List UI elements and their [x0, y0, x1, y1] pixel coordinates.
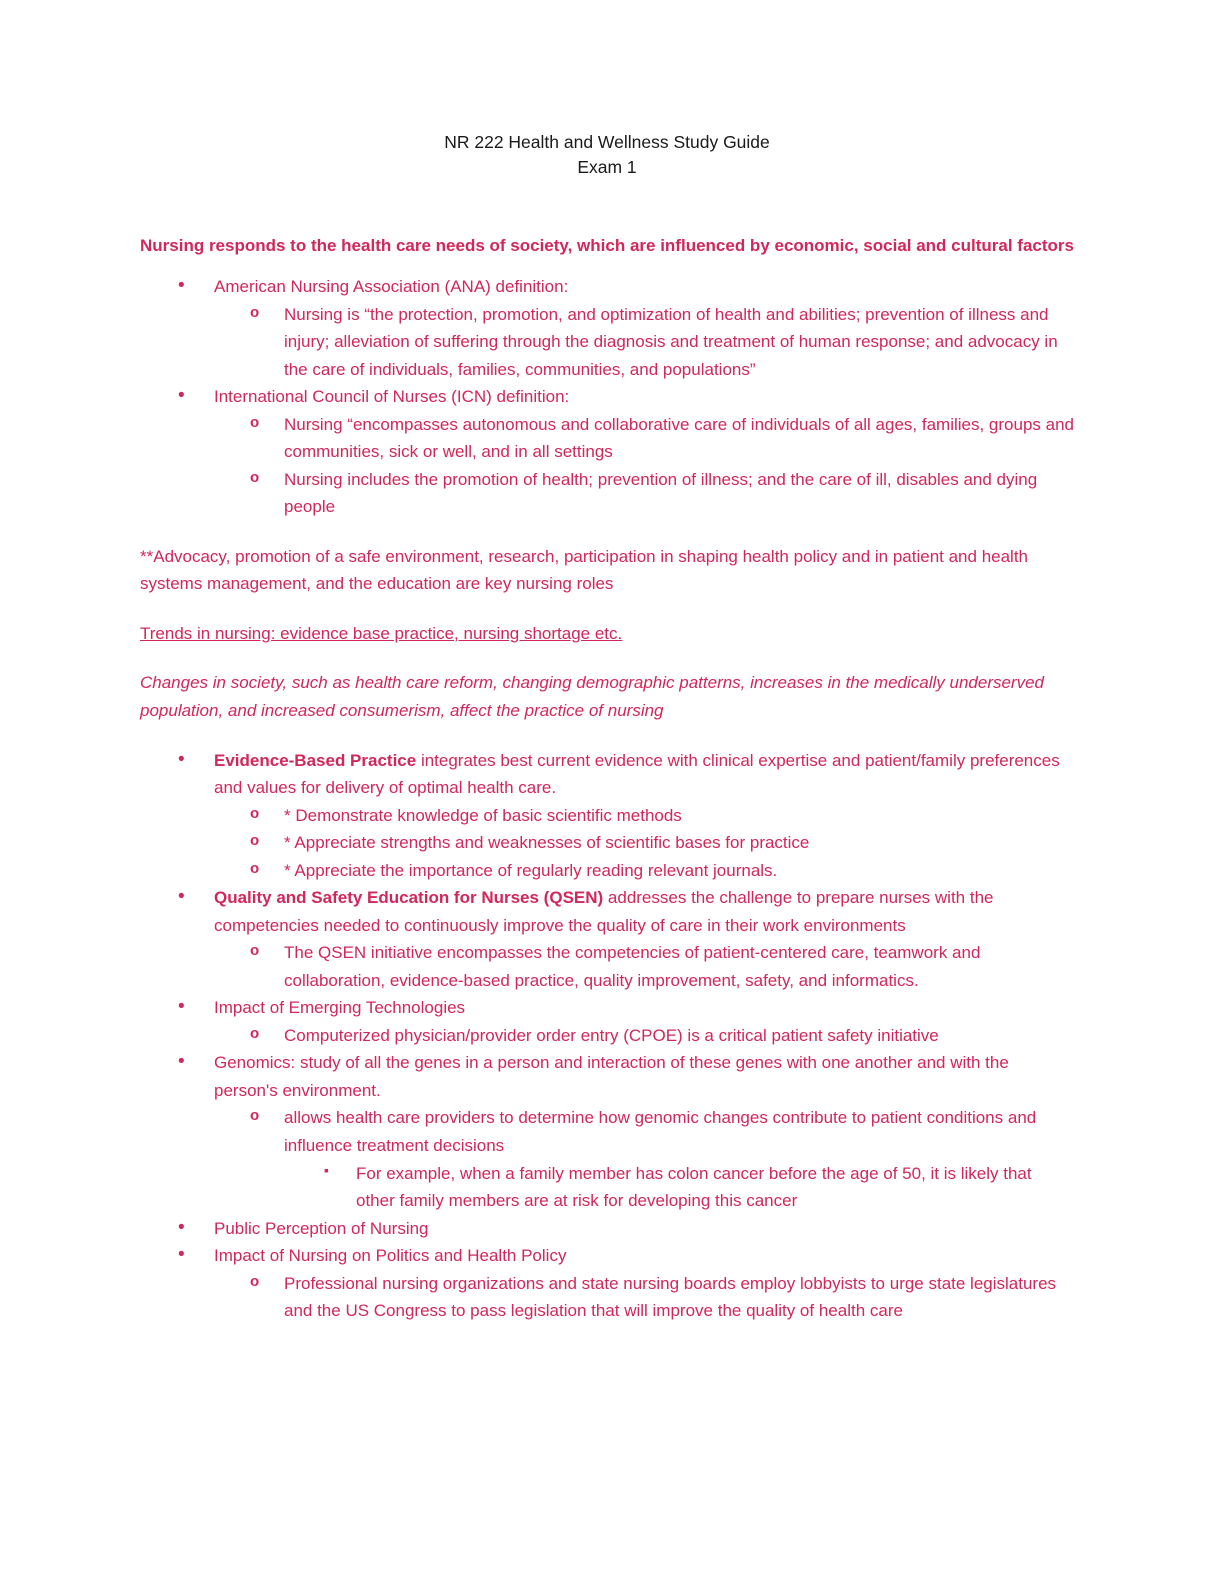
- list-item: [284, 1160, 1074, 1215]
- list-item-bold-lead: Quality and Safety Education for Nurses (QSEN): [214, 888, 604, 908]
- list-item: [140, 383, 1074, 521]
- list-item-label: Public Perception of Nursing: [214, 1218, 429, 1238]
- list-item-label: Genomics: study of all the genes in a person and interaction of these genes with one another and with the person's environment.: [214, 1053, 1009, 1100]
- sub-list: [214, 1270, 1074, 1325]
- list-item-label: For example, when a family member has colon cancer before the age of 50, it is likely that other family members are at risk for developing this cancer: [356, 1163, 1032, 1211]
- list-item-label: Impact of Nursing on Politics and Health Policy: [214, 1246, 567, 1266]
- list-item-label: Impact of Emerging Technologies: [214, 998, 466, 1018]
- list-item-label: addresses the challenge to prepare nurses with the competencies needed to continuously improve the quality of care in their work environments: [214, 888, 994, 935]
- list-item: [214, 857, 1074, 885]
- list-item-label: allows health care providers to determine how genomic changes contribute to patient conditions and influence treatment decisions: [284, 1108, 1037, 1155]
- list-item-label: International Council of Nurses (ICN) definition:: [214, 387, 570, 407]
- sub-list: [214, 939, 1074, 994]
- list-item-label: Nursing includes the promotion of health; prevention of illness; and the care of ill, disables and dying people: [284, 469, 1038, 517]
- list-item: [140, 884, 1074, 994]
- list-item-label: American Nursing Association (ANA) definition:: [214, 277, 569, 297]
- sub-list: [214, 411, 1074, 521]
- list-item-label: Computerized physician/provider order entry (CPOE) is a critical patient safety initiative: [284, 1025, 939, 1045]
- list-item: [140, 994, 1074, 1049]
- list-item-label: * Appreciate the importance of regularly reading relevant journals.: [284, 860, 778, 880]
- list-item-label: Nursing is “the protection, promotion, and optimization of health and abilities; prevention of illness and injury; alleviation of suffering through the diagnosis and treatment of human response; and advocacy in the care of individuals, families, communities, and populations”: [284, 304, 1058, 379]
- document-title-line-2: Exam 1: [577, 157, 637, 178]
- changes-in-society-paragraph: Changes in society, such as health care reform, changing demographic patterns, increases in the medically underserved population, and increased consumerism, affect the practice of nursing: [140, 673, 1045, 720]
- sub-list: [214, 1104, 1074, 1214]
- sub-list: [214, 301, 1074, 384]
- list-item: [140, 273, 1074, 383]
- list-item: [140, 747, 1074, 885]
- list-item: [214, 829, 1074, 857]
- list-item: [140, 1242, 1074, 1325]
- list-item: [140, 1215, 1074, 1243]
- list-item: [214, 411, 1074, 466]
- list-item: [214, 939, 1074, 994]
- list-item-label: * Appreciate strengths and weaknesses of scientific bases for practice: [284, 833, 810, 853]
- list-item: [214, 1270, 1074, 1325]
- list-item-bold-lead: Evidence-Based Practice: [214, 750, 417, 770]
- advocacy-note: **Advocacy, promotion of a safe environment, research, participation in shaping health policy and in patient and health systems management, and the education are key nursing roles: [140, 546, 1029, 594]
- definitions-list: [140, 273, 1074, 521]
- trends-heading: Trends in nursing: evidence base practice, nursing shortage etc.: [140, 623, 623, 643]
- list-item-label: Professional nursing organizations and state nursing boards employ lobbyists to urge state legislatures and the US Congress to pass legislation that will improve the quality of health care: [284, 1273, 1057, 1321]
- sub-list: [214, 802, 1074, 885]
- document-title-line-1: NR 222 Health and Wellness Study Guide: [444, 132, 770, 152]
- list-item-label: The QSEN initiative encompasses the competencies of patient-centered care, teamwork and collaboration, evidence-based practice, quality improvement, safety, and informatics.: [284, 943, 981, 990]
- list-item: [214, 1022, 1074, 1050]
- list-item: [214, 301, 1074, 384]
- section-heading-nursing-responds: Nursing responds to the health care needs of society, which are influenced by economic, social and cultural factors: [140, 235, 1074, 255]
- trends-list: [140, 747, 1074, 1325]
- list-item: [214, 466, 1074, 521]
- list-item-label: Nursing “encompasses autonomous and collaborative care of individuals of all ages, families, groups and communities, sick or well, and in all settings: [284, 414, 1074, 462]
- page-title: [140, 130, 1074, 181]
- list-item-label: integrates best current evidence with clinical expertise and patient/family preferences and values for delivery of optimal health care.: [214, 750, 1060, 798]
- list-item: [140, 1049, 1074, 1214]
- list-item-label: * Demonstrate knowledge of basic scientific methods: [284, 805, 682, 825]
- list-item: [214, 802, 1074, 830]
- sub-sub-list: [284, 1160, 1074, 1215]
- list-item: [214, 1104, 1074, 1214]
- sub-list: [214, 1022, 1074, 1050]
